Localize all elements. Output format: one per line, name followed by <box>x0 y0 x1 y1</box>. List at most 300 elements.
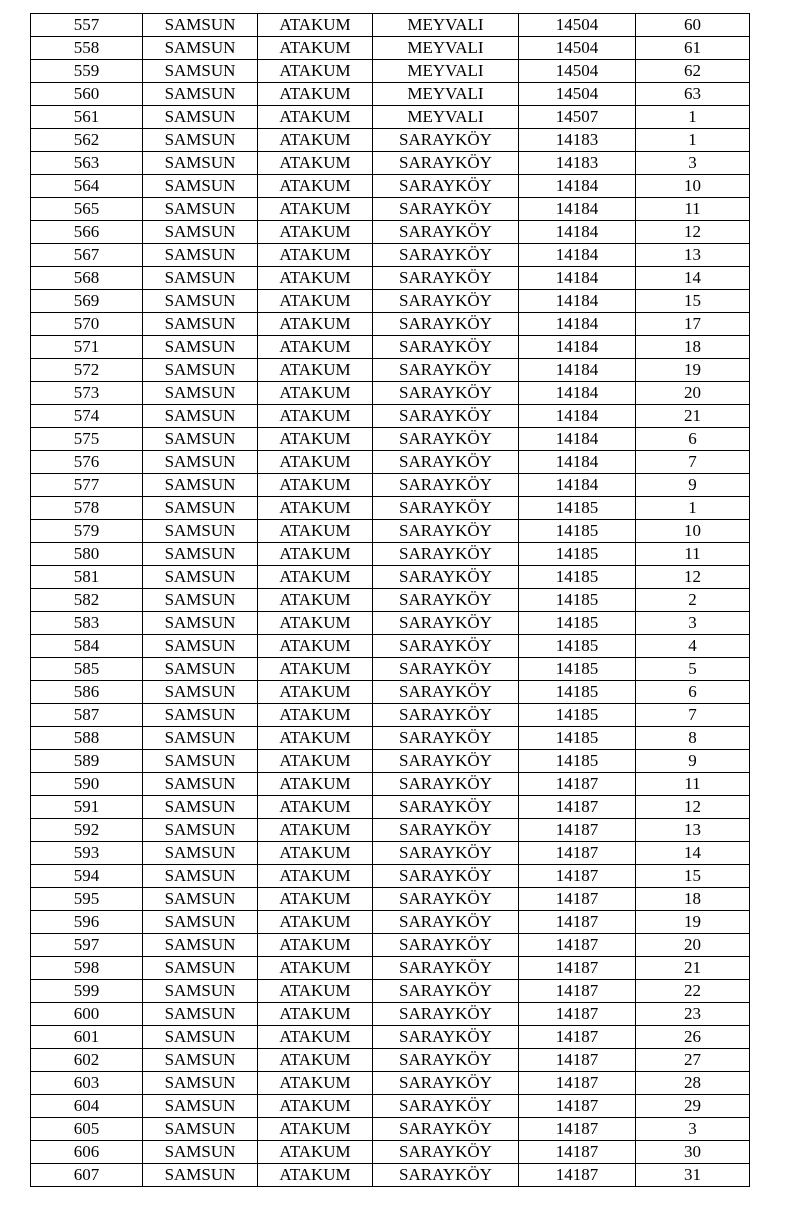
neighborhood-cell: SARAYKÖY <box>373 819 519 842</box>
district-cell: ATAKUM <box>258 543 373 566</box>
block-number-cell: 14187 <box>519 1072 636 1095</box>
row-number-cell: 561 <box>31 106 143 129</box>
block-number-cell: 14187 <box>519 1118 636 1141</box>
district-cell: ATAKUM <box>258 152 373 175</box>
parcel-number-cell: 3 <box>636 1118 750 1141</box>
district-cell: ATAKUM <box>258 37 373 60</box>
neighborhood-cell: MEYVALI <box>373 37 519 60</box>
parcel-number-cell: 4 <box>636 635 750 658</box>
block-number-cell: 14184 <box>519 474 636 497</box>
province-cell: SAMSUN <box>143 1026 258 1049</box>
province-cell: SAMSUN <box>143 635 258 658</box>
block-number-cell: 14504 <box>519 14 636 37</box>
parcel-number-cell: 17 <box>636 313 750 336</box>
row-number-cell: 600 <box>31 1003 143 1026</box>
row-number-cell: 604 <box>31 1095 143 1118</box>
province-cell: SAMSUN <box>143 819 258 842</box>
parcel-number-cell: 2 <box>636 589 750 612</box>
province-cell: SAMSUN <box>143 313 258 336</box>
neighborhood-cell: SARAYKÖY <box>373 658 519 681</box>
province-cell: SAMSUN <box>143 290 258 313</box>
district-cell: ATAKUM <box>258 796 373 819</box>
district-cell: ATAKUM <box>258 773 373 796</box>
district-cell: ATAKUM <box>258 635 373 658</box>
row-number-cell: 567 <box>31 244 143 267</box>
parcel-number-cell: 7 <box>636 704 750 727</box>
province-cell: SAMSUN <box>143 1072 258 1095</box>
row-number-cell: 569 <box>31 290 143 313</box>
parcel-number-cell: 62 <box>636 60 750 83</box>
province-cell: SAMSUN <box>143 244 258 267</box>
table-row <box>31 221 750 244</box>
district-cell: ATAKUM <box>258 727 373 750</box>
block-number-cell: 14504 <box>519 83 636 106</box>
district-cell: ATAKUM <box>258 681 373 704</box>
district-cell: ATAKUM <box>258 1118 373 1141</box>
row-number-cell: 588 <box>31 727 143 750</box>
district-cell: ATAKUM <box>258 704 373 727</box>
district-cell: ATAKUM <box>258 60 373 83</box>
province-cell: SAMSUN <box>143 83 258 106</box>
block-number-cell: 14185 <box>519 589 636 612</box>
neighborhood-cell: MEYVALI <box>373 106 519 129</box>
province-cell: SAMSUN <box>143 888 258 911</box>
parcel-number-cell: 19 <box>636 359 750 382</box>
parcel-table-body <box>31 14 750 1187</box>
province-cell: SAMSUN <box>143 175 258 198</box>
district-cell: ATAKUM <box>258 451 373 474</box>
neighborhood-cell: SARAYKÖY <box>373 1049 519 1072</box>
row-number-cell: 575 <box>31 428 143 451</box>
parcel-number-cell: 11 <box>636 543 750 566</box>
table-row <box>31 635 750 658</box>
neighborhood-cell: SARAYKÖY <box>373 1164 519 1187</box>
table-row <box>31 313 750 336</box>
parcel-number-cell: 13 <box>636 819 750 842</box>
district-cell: ATAKUM <box>258 520 373 543</box>
table-row <box>31 819 750 842</box>
table-row <box>31 1049 750 1072</box>
table-row <box>31 1141 750 1164</box>
parcel-number-cell: 12 <box>636 566 750 589</box>
district-cell: ATAKUM <box>258 382 373 405</box>
province-cell: SAMSUN <box>143 612 258 635</box>
table-row <box>31 428 750 451</box>
table-row <box>31 796 750 819</box>
parcel-number-cell: 26 <box>636 1026 750 1049</box>
row-number-cell: 558 <box>31 37 143 60</box>
district-cell: ATAKUM <box>258 497 373 520</box>
parcel-number-cell: 9 <box>636 750 750 773</box>
parcel-number-cell: 10 <box>636 175 750 198</box>
table-row <box>31 152 750 175</box>
row-number-cell: 586 <box>31 681 143 704</box>
parcel-number-cell: 3 <box>636 612 750 635</box>
block-number-cell: 14187 <box>519 1026 636 1049</box>
block-number-cell: 14185 <box>519 635 636 658</box>
parcel-number-cell: 30 <box>636 1141 750 1164</box>
table-row <box>31 612 750 635</box>
parcel-number-cell: 1 <box>636 106 750 129</box>
table-row <box>31 14 750 37</box>
neighborhood-cell: SARAYKÖY <box>373 589 519 612</box>
province-cell: SAMSUN <box>143 681 258 704</box>
table-row <box>31 750 750 773</box>
parcel-number-cell: 19 <box>636 911 750 934</box>
row-number-cell: 577 <box>31 474 143 497</box>
neighborhood-cell: SARAYKÖY <box>373 290 519 313</box>
district-cell: ATAKUM <box>258 750 373 773</box>
parcel-number-cell: 13 <box>636 244 750 267</box>
province-cell: SAMSUN <box>143 957 258 980</box>
district-cell: ATAKUM <box>258 980 373 1003</box>
neighborhood-cell: SARAYKÖY <box>373 612 519 635</box>
block-number-cell: 14187 <box>519 911 636 934</box>
row-number-cell: 560 <box>31 83 143 106</box>
table-row <box>31 244 750 267</box>
block-number-cell: 14187 <box>519 865 636 888</box>
block-number-cell: 14185 <box>519 658 636 681</box>
province-cell: SAMSUN <box>143 1164 258 1187</box>
province-cell: SAMSUN <box>143 198 258 221</box>
table-row <box>31 566 750 589</box>
province-cell: SAMSUN <box>143 474 258 497</box>
neighborhood-cell: SARAYKÖY <box>373 405 519 428</box>
table-row <box>31 1095 750 1118</box>
district-cell: ATAKUM <box>258 1003 373 1026</box>
table-row <box>31 658 750 681</box>
province-cell: SAMSUN <box>143 1095 258 1118</box>
block-number-cell: 14184 <box>519 382 636 405</box>
table-row <box>31 681 750 704</box>
block-number-cell: 14187 <box>519 1049 636 1072</box>
neighborhood-cell: SARAYKÖY <box>373 1095 519 1118</box>
block-number-cell: 14184 <box>519 221 636 244</box>
table-row <box>31 175 750 198</box>
province-cell: SAMSUN <box>143 37 258 60</box>
table-row <box>31 451 750 474</box>
block-number-cell: 14187 <box>519 1141 636 1164</box>
table-row <box>31 543 750 566</box>
neighborhood-cell: SARAYKÖY <box>373 566 519 589</box>
table-row <box>31 267 750 290</box>
neighborhood-cell: SARAYKÖY <box>373 796 519 819</box>
block-number-cell: 14185 <box>519 681 636 704</box>
district-cell: ATAKUM <box>258 1141 373 1164</box>
row-number-cell: 592 <box>31 819 143 842</box>
province-cell: SAMSUN <box>143 727 258 750</box>
parcel-number-cell: 5 <box>636 658 750 681</box>
parcel-number-cell: 14 <box>636 842 750 865</box>
district-cell: ATAKUM <box>258 221 373 244</box>
neighborhood-cell: SARAYKÖY <box>373 336 519 359</box>
block-number-cell: 14184 <box>519 175 636 198</box>
block-number-cell: 14184 <box>519 336 636 359</box>
table-row <box>31 1026 750 1049</box>
neighborhood-cell: SARAYKÖY <box>373 428 519 451</box>
parcel-number-cell: 3 <box>636 152 750 175</box>
block-number-cell: 14507 <box>519 106 636 129</box>
row-number-cell: 568 <box>31 267 143 290</box>
table-row <box>31 60 750 83</box>
neighborhood-cell: SARAYKÖY <box>373 1118 519 1141</box>
row-number-cell: 606 <box>31 1141 143 1164</box>
row-number-cell: 596 <box>31 911 143 934</box>
table-row <box>31 704 750 727</box>
table-row <box>31 1164 750 1187</box>
province-cell: SAMSUN <box>143 1049 258 1072</box>
block-number-cell: 14183 <box>519 152 636 175</box>
block-number-cell: 14184 <box>519 267 636 290</box>
province-cell: SAMSUN <box>143 865 258 888</box>
parcel-number-cell: 12 <box>636 796 750 819</box>
row-number-cell: 559 <box>31 60 143 83</box>
table-row <box>31 1118 750 1141</box>
parcel-number-cell: 1 <box>636 497 750 520</box>
province-cell: SAMSUN <box>143 14 258 37</box>
neighborhood-cell: SARAYKÖY <box>373 1141 519 1164</box>
province-cell: SAMSUN <box>143 704 258 727</box>
block-number-cell: 14187 <box>519 773 636 796</box>
district-cell: ATAKUM <box>258 405 373 428</box>
district-cell: ATAKUM <box>258 313 373 336</box>
district-cell: ATAKUM <box>258 14 373 37</box>
neighborhood-cell: SARAYKÖY <box>373 520 519 543</box>
neighborhood-cell: SARAYKÖY <box>373 888 519 911</box>
row-number-cell: 585 <box>31 658 143 681</box>
district-cell: ATAKUM <box>258 290 373 313</box>
parcel-number-cell: 15 <box>636 865 750 888</box>
province-cell: SAMSUN <box>143 382 258 405</box>
table-row <box>31 359 750 382</box>
district-cell: ATAKUM <box>258 566 373 589</box>
province-cell: SAMSUN <box>143 405 258 428</box>
parcel-number-cell: 27 <box>636 1049 750 1072</box>
province-cell: SAMSUN <box>143 566 258 589</box>
table-row <box>31 129 750 152</box>
district-cell: ATAKUM <box>258 658 373 681</box>
block-number-cell: 14184 <box>519 405 636 428</box>
block-number-cell: 14187 <box>519 1003 636 1026</box>
table-row <box>31 842 750 865</box>
parcel-number-cell: 63 <box>636 83 750 106</box>
block-number-cell: 14184 <box>519 244 636 267</box>
block-number-cell: 14183 <box>519 129 636 152</box>
parcel-number-cell: 21 <box>636 405 750 428</box>
neighborhood-cell: SARAYKÖY <box>373 842 519 865</box>
province-cell: SAMSUN <box>143 451 258 474</box>
parcel-number-cell: 6 <box>636 428 750 451</box>
neighborhood-cell: SARAYKÖY <box>373 1003 519 1026</box>
table-row <box>31 497 750 520</box>
parcel-number-cell: 20 <box>636 382 750 405</box>
row-number-cell: 594 <box>31 865 143 888</box>
district-cell: ATAKUM <box>258 612 373 635</box>
parcel-number-cell: 60 <box>636 14 750 37</box>
parcel-number-cell: 20 <box>636 934 750 957</box>
row-number-cell: 595 <box>31 888 143 911</box>
neighborhood-cell: SARAYKÖY <box>373 244 519 267</box>
district-cell: ATAKUM <box>258 359 373 382</box>
province-cell: SAMSUN <box>143 152 258 175</box>
district-cell: ATAKUM <box>258 1049 373 1072</box>
district-cell: ATAKUM <box>258 474 373 497</box>
district-cell: ATAKUM <box>258 865 373 888</box>
district-cell: ATAKUM <box>258 819 373 842</box>
neighborhood-cell: MEYVALI <box>373 60 519 83</box>
parcel-table <box>30 13 750 1187</box>
block-number-cell: 14187 <box>519 796 636 819</box>
row-number-cell: 576 <box>31 451 143 474</box>
province-cell: SAMSUN <box>143 750 258 773</box>
table-row <box>31 474 750 497</box>
neighborhood-cell: SARAYKÖY <box>373 773 519 796</box>
row-number-cell: 564 <box>31 175 143 198</box>
district-cell: ATAKUM <box>258 589 373 612</box>
parcel-number-cell: 1 <box>636 129 750 152</box>
block-number-cell: 14184 <box>519 198 636 221</box>
neighborhood-cell: SARAYKÖY <box>373 865 519 888</box>
parcel-number-cell: 11 <box>636 773 750 796</box>
block-number-cell: 14187 <box>519 842 636 865</box>
neighborhood-cell: SARAYKÖY <box>373 727 519 750</box>
row-number-cell: 572 <box>31 359 143 382</box>
district-cell: ATAKUM <box>258 1164 373 1187</box>
province-cell: SAMSUN <box>143 1118 258 1141</box>
province-cell: SAMSUN <box>143 497 258 520</box>
parcel-number-cell: 14 <box>636 267 750 290</box>
block-number-cell: 14185 <box>519 612 636 635</box>
neighborhood-cell: SARAYKÖY <box>373 980 519 1003</box>
block-number-cell: 14185 <box>519 497 636 520</box>
parcel-number-cell: 22 <box>636 980 750 1003</box>
district-cell: ATAKUM <box>258 129 373 152</box>
parcel-number-cell: 9 <box>636 474 750 497</box>
block-number-cell: 14504 <box>519 37 636 60</box>
row-number-cell: 587 <box>31 704 143 727</box>
district-cell: ATAKUM <box>258 244 373 267</box>
neighborhood-cell: SARAYKÖY <box>373 681 519 704</box>
parcel-number-cell: 18 <box>636 888 750 911</box>
province-cell: SAMSUN <box>143 129 258 152</box>
row-number-cell: 601 <box>31 1026 143 1049</box>
province-cell: SAMSUN <box>143 221 258 244</box>
table-row <box>31 336 750 359</box>
row-number-cell: 557 <box>31 14 143 37</box>
row-number-cell: 563 <box>31 152 143 175</box>
neighborhood-cell: SARAYKÖY <box>373 1072 519 1095</box>
province-cell: SAMSUN <box>143 106 258 129</box>
table-row <box>31 957 750 980</box>
district-cell: ATAKUM <box>258 957 373 980</box>
table-row <box>31 865 750 888</box>
block-number-cell: 14185 <box>519 704 636 727</box>
parcel-number-cell: 31 <box>636 1164 750 1187</box>
neighborhood-cell: SARAYKÖY <box>373 359 519 382</box>
row-number-cell: 565 <box>31 198 143 221</box>
table-row <box>31 37 750 60</box>
block-number-cell: 14187 <box>519 1095 636 1118</box>
neighborhood-cell: SARAYKÖY <box>373 704 519 727</box>
table-row <box>31 1003 750 1026</box>
table-row <box>31 83 750 106</box>
row-number-cell: 607 <box>31 1164 143 1187</box>
table-row <box>31 911 750 934</box>
block-number-cell: 14185 <box>519 727 636 750</box>
province-cell: SAMSUN <box>143 267 258 290</box>
block-number-cell: 14504 <box>519 60 636 83</box>
table-row <box>31 727 750 750</box>
row-number-cell: 602 <box>31 1049 143 1072</box>
neighborhood-cell: SARAYKÖY <box>373 175 519 198</box>
province-cell: SAMSUN <box>143 1141 258 1164</box>
table-row <box>31 589 750 612</box>
neighborhood-cell: SARAYKÖY <box>373 635 519 658</box>
table-row <box>31 198 750 221</box>
block-number-cell: 14187 <box>519 957 636 980</box>
table-row <box>31 382 750 405</box>
neighborhood-cell: SARAYKÖY <box>373 267 519 290</box>
block-number-cell: 14184 <box>519 451 636 474</box>
parcel-number-cell: 8 <box>636 727 750 750</box>
district-cell: ATAKUM <box>258 1026 373 1049</box>
neighborhood-cell: SARAYKÖY <box>373 221 519 244</box>
neighborhood-cell: SARAYKÖY <box>373 957 519 980</box>
district-cell: ATAKUM <box>258 428 373 451</box>
row-number-cell: 597 <box>31 934 143 957</box>
district-cell: ATAKUM <box>258 106 373 129</box>
province-cell: SAMSUN <box>143 336 258 359</box>
block-number-cell: 14185 <box>519 543 636 566</box>
district-cell: ATAKUM <box>258 1095 373 1118</box>
parcel-number-cell: 21 <box>636 957 750 980</box>
table-row <box>31 1072 750 1095</box>
province-cell: SAMSUN <box>143 589 258 612</box>
neighborhood-cell: SARAYKÖY <box>373 911 519 934</box>
block-number-cell: 14187 <box>519 1164 636 1187</box>
neighborhood-cell: SARAYKÖY <box>373 750 519 773</box>
parcel-number-cell: 61 <box>636 37 750 60</box>
parcel-number-cell: 23 <box>636 1003 750 1026</box>
row-number-cell: 574 <box>31 405 143 428</box>
row-number-cell: 599 <box>31 980 143 1003</box>
block-number-cell: 14187 <box>519 819 636 842</box>
table-row <box>31 888 750 911</box>
block-number-cell: 14185 <box>519 750 636 773</box>
row-number-cell: 598 <box>31 957 143 980</box>
district-cell: ATAKUM <box>258 934 373 957</box>
province-cell: SAMSUN <box>143 359 258 382</box>
row-number-cell: 562 <box>31 129 143 152</box>
block-number-cell: 14185 <box>519 566 636 589</box>
district-cell: ATAKUM <box>258 888 373 911</box>
table-row <box>31 980 750 1003</box>
parcel-number-cell: 10 <box>636 520 750 543</box>
parcel-number-cell: 28 <box>636 1072 750 1095</box>
province-cell: SAMSUN <box>143 980 258 1003</box>
row-number-cell: 584 <box>31 635 143 658</box>
row-number-cell: 589 <box>31 750 143 773</box>
neighborhood-cell: SARAYKÖY <box>373 543 519 566</box>
table-row <box>31 773 750 796</box>
row-number-cell: 580 <box>31 543 143 566</box>
district-cell: ATAKUM <box>258 198 373 221</box>
neighborhood-cell: SARAYKÖY <box>373 934 519 957</box>
neighborhood-cell: SARAYKÖY <box>373 152 519 175</box>
district-cell: ATAKUM <box>258 1072 373 1095</box>
row-number-cell: 578 <box>31 497 143 520</box>
parcel-number-cell: 11 <box>636 198 750 221</box>
